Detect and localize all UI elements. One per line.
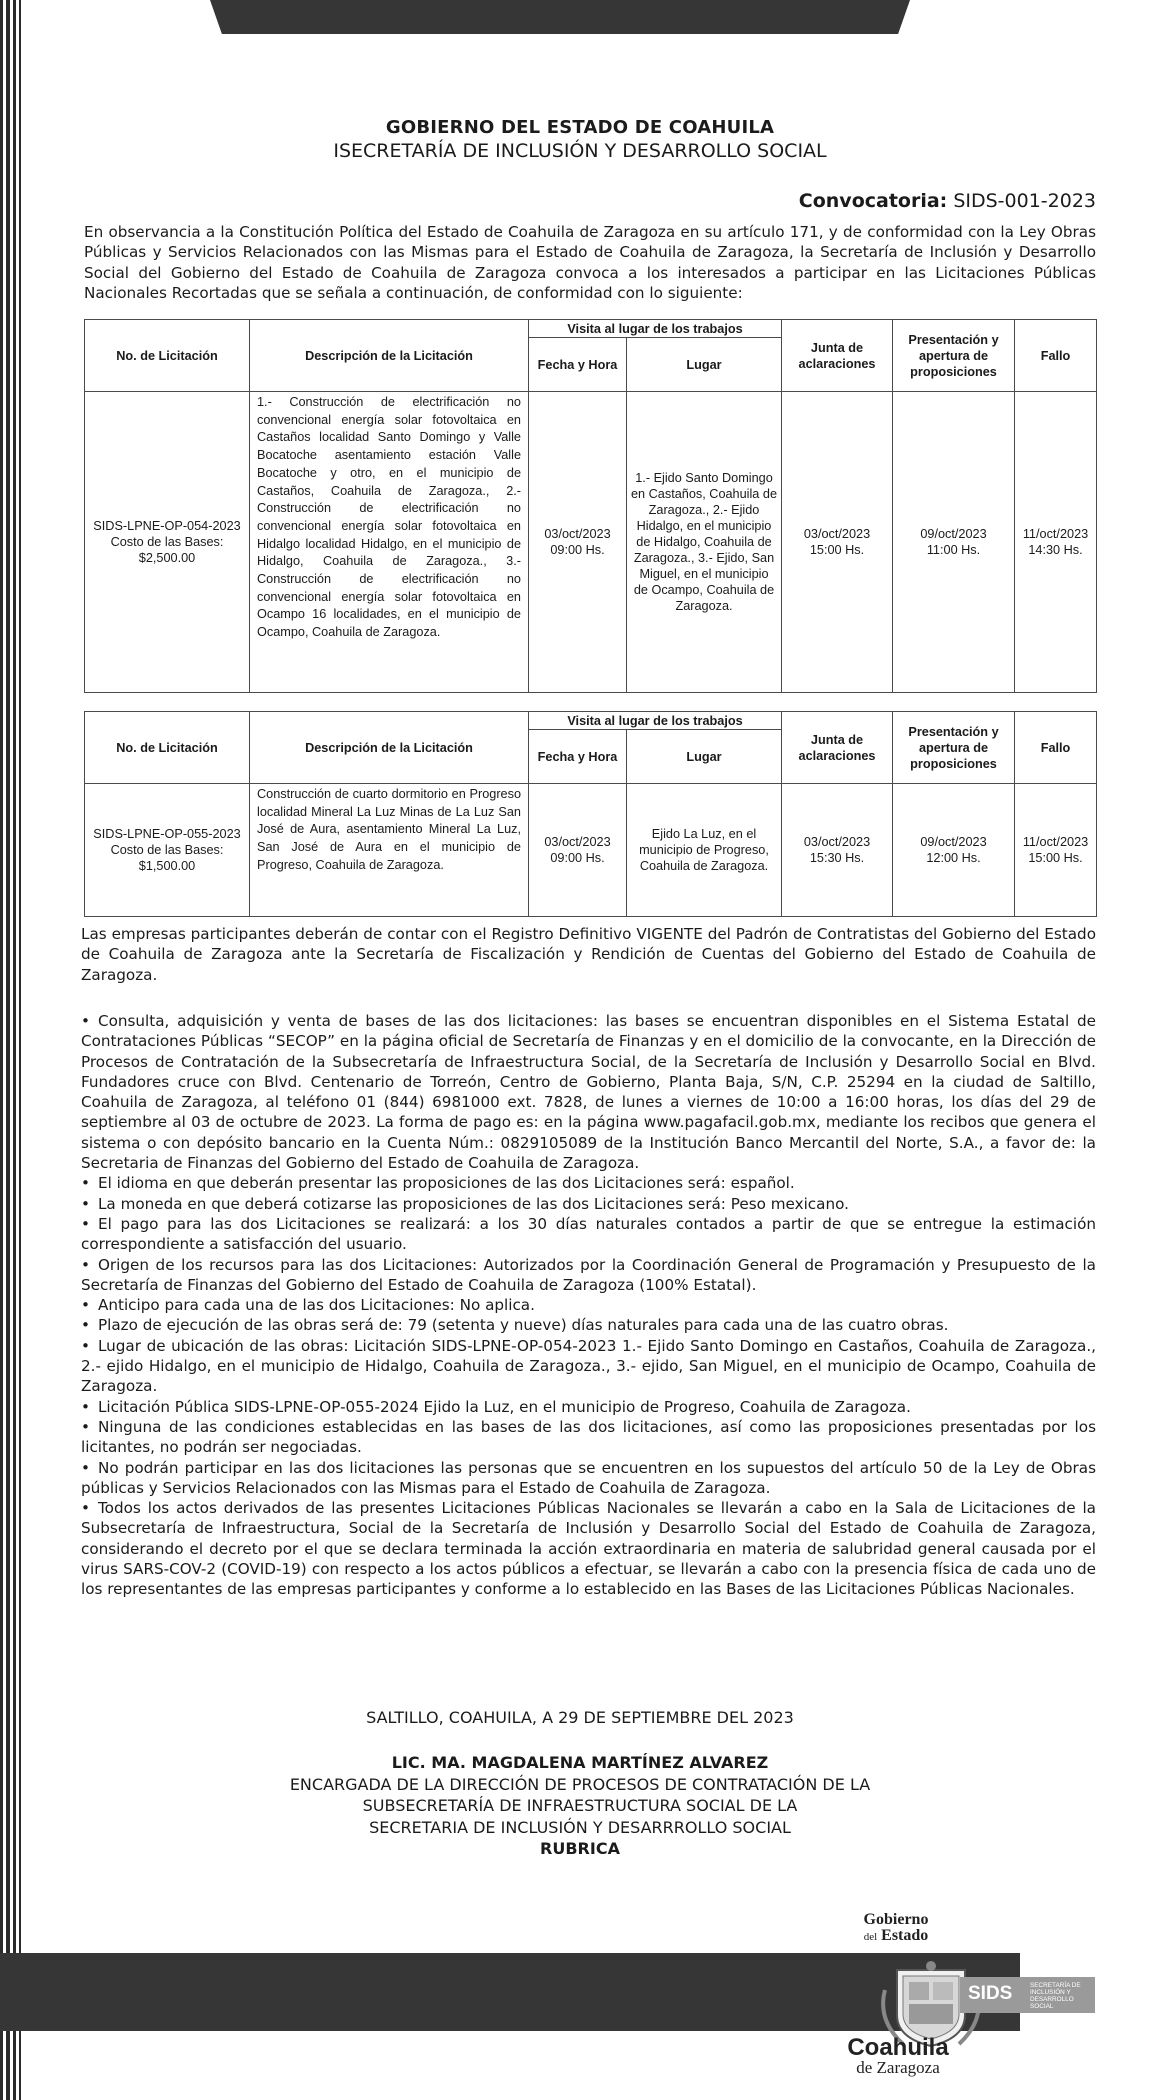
licitacion-number: SIDS-LPNE-OP-054-2023 [93,519,241,533]
header-presentacion: Presentación y apertura de proposiciones [893,320,1015,392]
convocatoria-number: SIDS-001-2023 [953,190,1096,212]
list-item: • Origen de los recursos para las dos Licitaciones: Autorizados por la Coordinación General de Programación y Presupuesto de la Secretaría de Finanzas del Gobierno del Estado de Coahuila de Zaragoza (100% Estatal). [81,1255,1096,1294]
presentacion-fecha: 09/oct/2023 [920,835,987,849]
header-lugar: Lugar [627,338,782,392]
presentacion-hora: 11:00 Hs. [926,543,981,557]
gobierno-logo-text: Gobierno del Estado [863,1911,929,1944]
junta-hora: 15:30 Hs. [809,851,865,865]
list-item: • No podrán participar en las dos licitaciones las personas que se encuentren en los supuestos del artículo 50 de la Ley de Obras públicas y Servicios Relacionados con las Mismas para el Estado de Coahuila de Zaragoza. [81,1458,1096,1497]
signature-block [0,1752,1160,1860]
convocatoria-heading [799,190,1096,212]
licitacion-table-054 [84,319,1097,693]
place-date: SALTILLO, COAHUILA, A 29 DE SEPTIEMBRE DEL 2023 [366,1708,794,1727]
list-item: • Consulta, adquisición y venta de bases de las dos licitaciones: las bases se encuentran disponibles en el Sistema Estatal de Contrataciones Públicas “SECOP” en la página oficial de Secretaría de Finanzas y en el domicilio de la convocante, en la Dirección de Procesos de Contratación de la Subsecretaría de Infraestructura Social, de la Secretaría de Inclusión y Desarrollo Social en Blvd. Fundadores cruce con Blvd. Centenario de Torreón, Centro de Gobierno, Planta Baja, S/N, C.P. 25294 en la ciudad de Saltillo, Coahuila de Zaragoza, al teléfono 01 (844) 6981000 ext. 7828, de lunes a viernes de 10:00 a 16:00 horas, los días del 29 de septiembre al 03 de octubre de 2023. La forma de pago es: en la página www.pagafacil.gob.mx, mediante los recibos que genera el sistema o con depósito bancario en la Cuenta Núm.: 0829105089 de la Institución Banco Mercantil del Norte, S.A., a favor de: la Secretaria de Finanzas del Gobierno del Estado de Coahuila de Zaragoza. [81,1012,1096,1173]
fallo-fecha: 11/oct/2023 [1022,527,1089,541]
fallo-hora: 15:00 Hs. [1028,851,1083,865]
junta-fecha: 03/oct/2023 [803,835,871,849]
list-item: • Todos los actos derivados de las presentes Licitaciones Públicas Nacionales se llevarán a cabo en la Sala de Licitaciones de la Subsecretaría de Infraestructura, Social de la Secretaría de Inclusión y Desarrollo Social del Estado de Coahuila de Zaragoza, considerando el decreto por el que se declara terminada la acción extraordinaria en materia de salubridad general causada por el virus SARS-COV-2 (COVID-19) con respecto a los actos públicos a efectuar, se llevarán a cabo con la presencia física de cada uno de los representantes de las empresas participantes y conforme a lo establecido en las Bases de las Licitaciones Públicas Nacionales. [81,1499,1096,1599]
fallo-cell [1015,392,1097,693]
list-item: • El pago para las dos Licitaciones se realizará: a los 30 días naturales contados a partir de que se entregue la estimación correspondiente a satisfacción del usuario. [81,1214,1096,1254]
licitacion-number-cell [85,392,250,693]
signer-title-line-3: SECRETARIA DE INCLUSIÓN Y DESARRROLLO SOCIAL [369,1817,791,1837]
visita-fecha: 03/oct/2023 [544,835,611,849]
list-item: • Anticipo para cada una de las dos Licitaciones: No aplica. [81,1296,535,1315]
presentacion-hora: 12:00 Hs. [926,851,981,865]
signer-title-line-1: ENCARGADA DE LA DIRECCIÓN DE PROCESOS DE CONTRATACIÓN DE LA [289,1774,871,1794]
rubrica: RUBRICA [540,1839,620,1858]
header-lugar: Lugar [627,730,782,784]
registro-paragraph: Las empresas participantes deberán de contar con el Registro Definitivo VIGENTE del Padrón de Contratistas del Gobierno del Estado de Coahuila de Zaragoza ante la Secretaría de Fiscalización y Rendición de Cuentas del Gobierno del Estado de Coahuila de Zaragoza. [81,925,1096,984]
junta-fecha: 03/oct/2023 [803,527,871,541]
header-descripcion: Descripción de la Licitación [250,320,529,392]
signer-name: LIC. MA. MAGDALENA MARTÍNEZ ALVAREZ [391,1753,769,1772]
visita-hora: 09:00 Hs. [550,543,605,557]
sids-logo-subtitle: SECRETARÍA DE INCLUSIÓN Y DESARROLLO SOCIAL [1030,1982,1081,2010]
presentacion-fecha: 09/oct/2023 [920,527,987,541]
header-visita: Visita al lugar de los trabajos [529,320,782,338]
list-item: • El idioma en que deberán presentar las proposiciones de las dos Licitaciones será: español. [81,1174,795,1193]
intro-paragraph: En observancia a la Constitución Política del Estado de Coahuila de Zaragoza en su artículo 171, y de conformidad con la Ley Obras Públicas y Servicios Relacionados con las Mismas para el Estado de Coahuila de Zaragoza, la Secretaría de Inclusión y Desarrollo Social del Gobierno del Estado de Coahuila de Zaragoza convoca a los interesados a participar en las Licitaciones Públicas Nacionales Recortadas que se señala a continuación, de conformidad con lo siguiente: [84,223,1096,303]
header-no-licitacion: No. de Licitación [85,320,250,392]
list-item: • La moneda en que deberá cotizarse las proposiciones de las dos Licitaciones será: Peso mexicano. [81,1194,849,1213]
list-item: • Plazo de ejecución de las obras será de: 79 (setenta y nueve) días naturales para cada una de las cuatro obras. [81,1316,949,1335]
sids-logo-text: SIDS [968,1983,1013,2004]
costo-value: $2,500.00 [138,551,196,565]
junta-cell [782,392,893,693]
lugar-cell: 1.- Ejido Santo Domingo en Castaños, Coahuila de Zaragoza., 2.- Ejido Hidalgo, en el municipio de Hidalgo, Coahuila de Zaragoza., 3.- Ejido, San Miguel, en el municipio de Ocampo, Coahuila de Zaragoza. [627,392,782,693]
costo-label: Costo de las Bases: [110,535,224,549]
fallo-cell [1015,784,1097,917]
costo-value: $1,500.00 [138,859,196,873]
header-visita: Visita al lugar de los trabajos [529,712,782,730]
header-fallo: Fallo [1015,712,1097,784]
junta-hora: 15:00 Hs. [809,543,865,557]
list-item: • Lugar de ubicación de las obras: Licitación SIDS-LPNE-OP-054-2023 1.- Ejido Santo Domingo en Castaños, Coahuila de Zaragoza., 2.- ejido Hidalgo, en el municipio de Hidalgo, Coahuila de Zaragoza., 3.- ejido, San Miguel, en el municipio de Ocampo, Coahuila de Zaragoza. [81,1336,1096,1396]
signer-title-line-2: SUBSECRETARÍA DE INFRAESTRUCTURA SOCIAL DE LA [362,1796,798,1815]
list-item: • Ninguna de las condiciones establecidas en las bases de las dos licitaciones, así como las proposiciones presentadas por los licitantes, no podrán ser negociadas. [81,1417,1096,1457]
licitacion-number: SIDS-LPNE-OP-055-2023 [93,827,241,841]
header-fecha-hora: Fecha y Hora [529,338,627,392]
coahuila-logo-text: Coahuila de Zaragoza [847,2034,949,2077]
presentacion-cell [893,392,1015,693]
secretariat-title: ISECRETARÍA DE INCLUSIÓN Y DESARROLLO SOCIAL [333,140,827,162]
list-item: • Licitación Pública SIDS-LPNE-OP-055-2024 Ejido la Luz, en el municipio de Progreso, Coahuila de Zaragoza. [81,1397,911,1416]
licitacion-description: 1.- Construcción de electrificación no convencional energía solar fotovoltaica en Castaños localidad Santo Domingo y Valle Bocatoche asentamiento estación Valle Bocatoche y otro, en el municipio de Castaños, Coahuila de Zaragoza., 2.- Construcción de electrificación no convencional energía solar fotovoltaica en Hidalgo localidad Hidalgo, en el municipio de Hidalgo, Coahuila de Zaragoza., 3.- Construcción de electrificación no convencional energía solar fotovoltaica en Ocampo 16 localidades, en el municipio de Ocampo, Coahuila de Zaragoza. [250,392,529,693]
visita-hora: 09:00 Hs. [550,851,605,865]
licitacion-table-055 [84,711,1097,917]
bullet-list [81,1011,1096,1600]
licitacion-description: Construcción de cuarto dormitorio en Progreso localidad Mineral La Luz Minas de La Luz San José de Aura, asentamiento Mineral La Luz, San José de Aura en el municipio de Progreso, Coahuila de Zaragoza. [250,784,529,917]
visita-cell [529,392,627,693]
top-banner-bar [210,0,910,34]
presentacion-cell [893,784,1015,917]
table-row [85,392,1097,693]
header-fecha-hora: Fecha y Hora [529,730,627,784]
government-title: GOBIERNO DEL ESTADO DE COAHUILA [385,117,775,138]
licitacion-number-cell [85,784,250,917]
visita-fecha: 03/oct/2023 [544,527,611,541]
visita-cell [529,784,627,917]
fallo-hora: 14:30 Hs. [1028,543,1083,557]
header-presentacion: Presentación y apertura de proposiciones [893,712,1015,784]
table-row [85,784,1097,917]
header-descripcion: Descripción de la Licitación [250,712,529,784]
lugar-cell: Ejido La Luz, en el municipio de Progreso, Coahuila de Zaragoza. [627,784,782,917]
sids-logo [960,1977,1095,2013]
convocatoria-label: Convocatoria: [798,190,948,212]
header-junta: Junta de aclaraciones [782,320,893,392]
header-fallo: Fallo [1015,320,1097,392]
header-junta: Junta de aclaraciones [782,712,893,784]
header-no-licitacion: No. de Licitación [85,712,250,784]
costo-label: Costo de las Bases: [110,843,224,857]
fallo-fecha: 11/oct/2023 [1022,835,1089,849]
junta-cell [782,784,893,917]
